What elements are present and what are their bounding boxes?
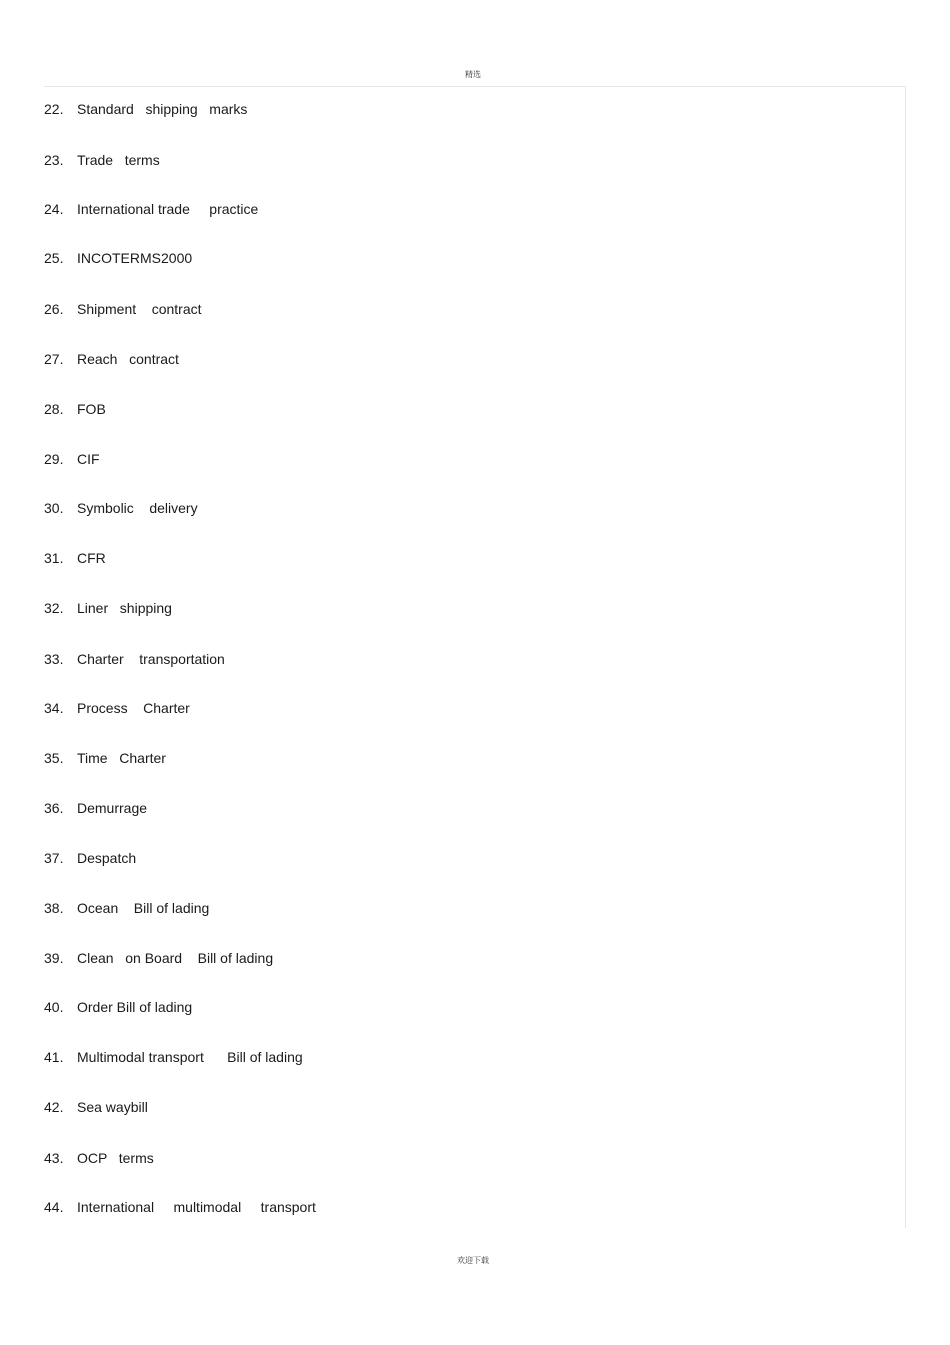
item-text: Multimodal transport Bill of lading — [77, 1049, 303, 1065]
list-item — [44, 498, 198, 518]
item-number: 24. — [44, 201, 64, 217]
item-number: 41. — [44, 1049, 64, 1065]
item-number: 23. — [44, 152, 64, 168]
header-divider — [44, 86, 906, 87]
item-text: Demurrage — [77, 800, 148, 816]
item-number: 39. — [44, 950, 64, 966]
item-text: Process Charter — [77, 700, 190, 716]
item-text: CIF — [77, 451, 100, 467]
item-number: 29. — [44, 451, 64, 467]
item-number: 42. — [44, 1099, 64, 1115]
page-footer: 欢迎下载 — [457, 1256, 489, 1265]
list-item — [44, 199, 258, 219]
item-number: 32. — [44, 600, 64, 616]
item-text: Liner shipping — [77, 600, 172, 616]
item-text: Charter transportation — [77, 651, 225, 667]
list-item — [44, 848, 136, 868]
item-number: 25. — [44, 250, 64, 266]
item-text: International trade practice — [77, 201, 259, 217]
list-item — [44, 1197, 316, 1217]
right-margin-line — [905, 86, 906, 1228]
list-item — [44, 399, 106, 419]
list-item — [44, 698, 190, 718]
item-number: 27. — [44, 351, 64, 367]
list-item — [44, 948, 273, 968]
item-text: FOB — [77, 401, 106, 417]
item-text: Symbolic delivery — [77, 500, 198, 516]
item-number: 40. — [44, 999, 64, 1015]
item-number: 33. — [44, 651, 64, 667]
list-item — [44, 349, 179, 369]
item-text: Clean on Board Bill of lading — [77, 950, 274, 966]
item-number: 36. — [44, 800, 64, 816]
page-header: 精选 — [465, 70, 481, 79]
item-text: INCOTERMS2000 — [77, 250, 193, 266]
item-number: 37. — [44, 850, 64, 866]
list-item — [44, 99, 247, 119]
item-number: 38. — [44, 900, 64, 916]
item-text: Order Bill of lading — [77, 999, 193, 1015]
list-item — [44, 1047, 303, 1067]
list-item — [44, 299, 202, 319]
item-number: 30. — [44, 500, 64, 516]
item-text: Trade terms — [77, 152, 160, 168]
item-text: Ocean Bill of lading — [77, 900, 210, 916]
list-item — [44, 150, 160, 170]
list-item — [44, 798, 147, 818]
item-text: CFR — [77, 550, 106, 566]
item-text: Shipment contract — [77, 301, 202, 317]
item-text: International multimodal transport — [77, 1199, 316, 1215]
item-number: 22. — [44, 101, 64, 117]
item-text: Time Charter — [77, 750, 166, 766]
item-number: 44. — [44, 1199, 64, 1215]
list-item — [44, 1148, 154, 1168]
item-number: 26. — [44, 301, 64, 317]
list-item — [44, 1097, 148, 1117]
item-text: Sea waybill — [77, 1099, 148, 1115]
list-item — [44, 997, 192, 1017]
item-text: OCP terms — [77, 1150, 154, 1166]
item-number: 31. — [44, 550, 64, 566]
item-text: Despatch — [77, 850, 137, 866]
list-item — [44, 449, 100, 469]
item-number: 28. — [44, 401, 64, 417]
list-item — [44, 898, 209, 918]
list-item — [44, 649, 225, 669]
list-item — [44, 598, 172, 618]
list-item — [44, 748, 166, 768]
item-number: 43. — [44, 1150, 64, 1166]
list-item — [44, 548, 106, 568]
list-item — [44, 248, 192, 268]
item-number: 35. — [44, 750, 64, 766]
item-number: 34. — [44, 700, 64, 716]
item-text: Standard shipping marks — [77, 101, 248, 117]
item-text: Reach contract — [77, 351, 179, 367]
